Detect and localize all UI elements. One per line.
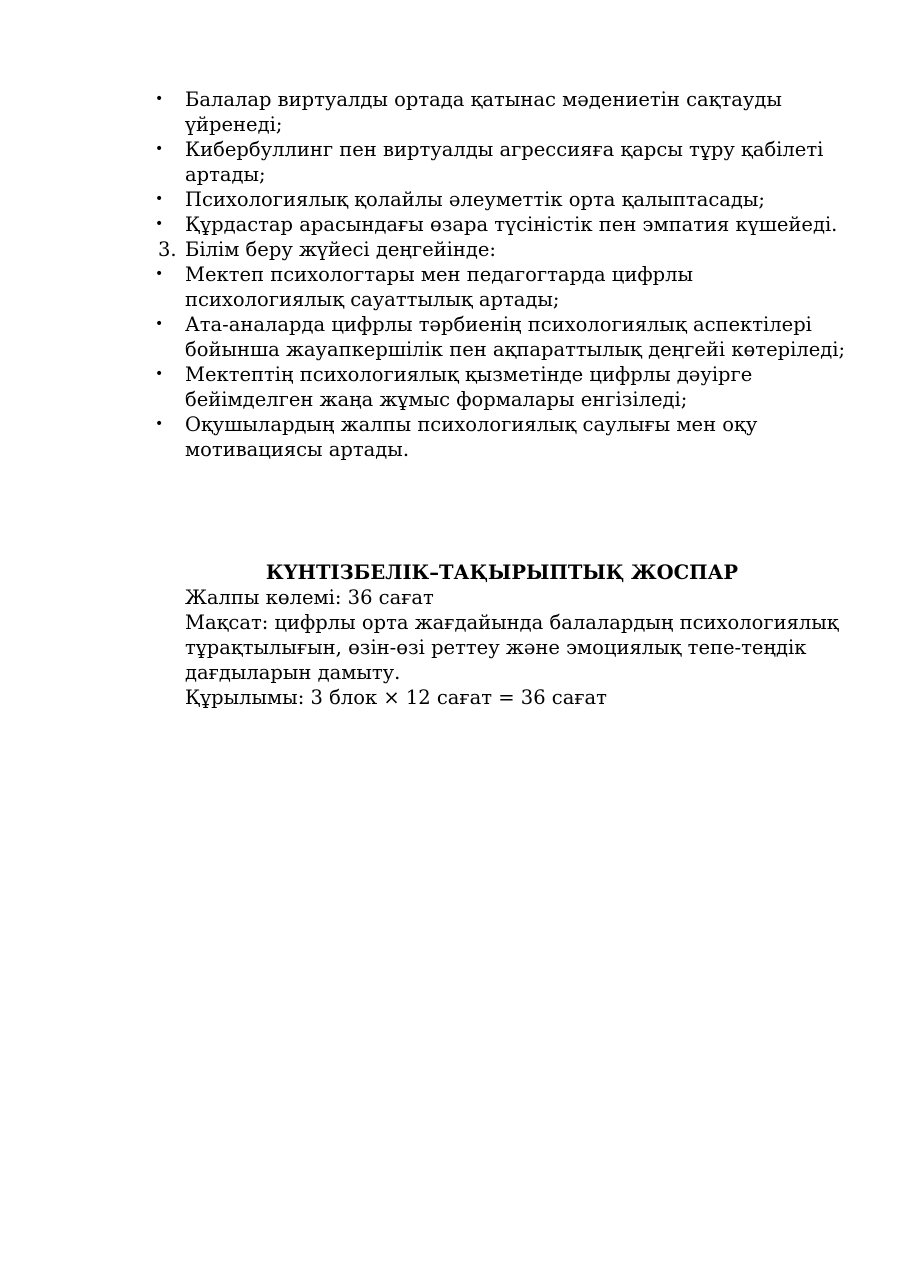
bullet-icon: •	[155, 191, 164, 207]
bullet-icon: •	[155, 141, 164, 157]
bullet-icon: •	[155, 91, 164, 107]
list-item-text: Балалар виртуалды ортада қатынас мәдениетін сақтауды үйренеді;	[185, 88, 782, 136]
list-item-text: Мектеп психологтары мен педагогтарда цифрлы психологиялық сауаттылық артады;	[185, 263, 693, 311]
bullet-icon: •	[155, 366, 164, 382]
list-item-text: Мектептің психологиялық қызметінде цифрлы дәуірге бейімделген жаңа жұмыс формалары енгізіледі;	[185, 363, 753, 411]
list-item-text: Құрдастар арасындағы өзара түсіністік пен эмпатия күшейеді.	[185, 213, 838, 236]
plan-goal: Мақсат: цифрлы орта жағдайында балалардың психологиялық тұрақтылығын, өзін-өзі реттеу және эмоциялық тепе-теңдік дағдыларын дамыту.	[185, 611, 839, 684]
section-heading-text: Білім беру жүйесі деңгейінде:	[185, 238, 496, 261]
list-item-text: Психологиялық қолайлы әлеуметтік орта қалыптасады;	[185, 188, 765, 211]
plan-volume: Жалпы көлемі: 36 сағат	[185, 586, 434, 609]
bullet-icon: •	[155, 416, 164, 432]
list-item-text: Оқушылардың жалпы психологиялық саулығы мен оқу мотивациясы артады.	[185, 413, 758, 461]
bullet-icon: •	[155, 216, 164, 232]
list-item	[0, 137, 910, 187]
section-heading-education-system	[0, 237, 910, 262]
bullet-icon: •	[155, 266, 164, 282]
section-number: 3.	[158, 238, 177, 261]
list-item-text: Кибербуллинг пен виртуалды агрессияға қарсы тұру қабілеті артады;	[185, 138, 824, 186]
list-item	[0, 262, 910, 312]
list-item	[0, 212, 910, 237]
bullet-icon: •	[155, 316, 164, 332]
list-item	[0, 362, 910, 412]
plan-structure: Құрылымы: 3 блок × 12 сағат = 36 сағат	[185, 686, 607, 709]
outcomes-list-children	[0, 87, 910, 462]
list-item	[0, 412, 910, 462]
list-item-text: Ата-аналарда цифрлы тәрбиенің психологиялық аспектілері бойынша жауапкершілік пен ақпараттылық деңгейі көтеріледі;	[185, 313, 846, 361]
list-item	[0, 187, 910, 212]
plan-details	[0, 585, 910, 710]
plan-title: КҮНТІЗБЕЛІК–ТАҚЫРЫПТЫҚ ЖОСПАР	[265, 561, 739, 584]
list-item	[0, 312, 910, 362]
list-item	[0, 87, 910, 137]
